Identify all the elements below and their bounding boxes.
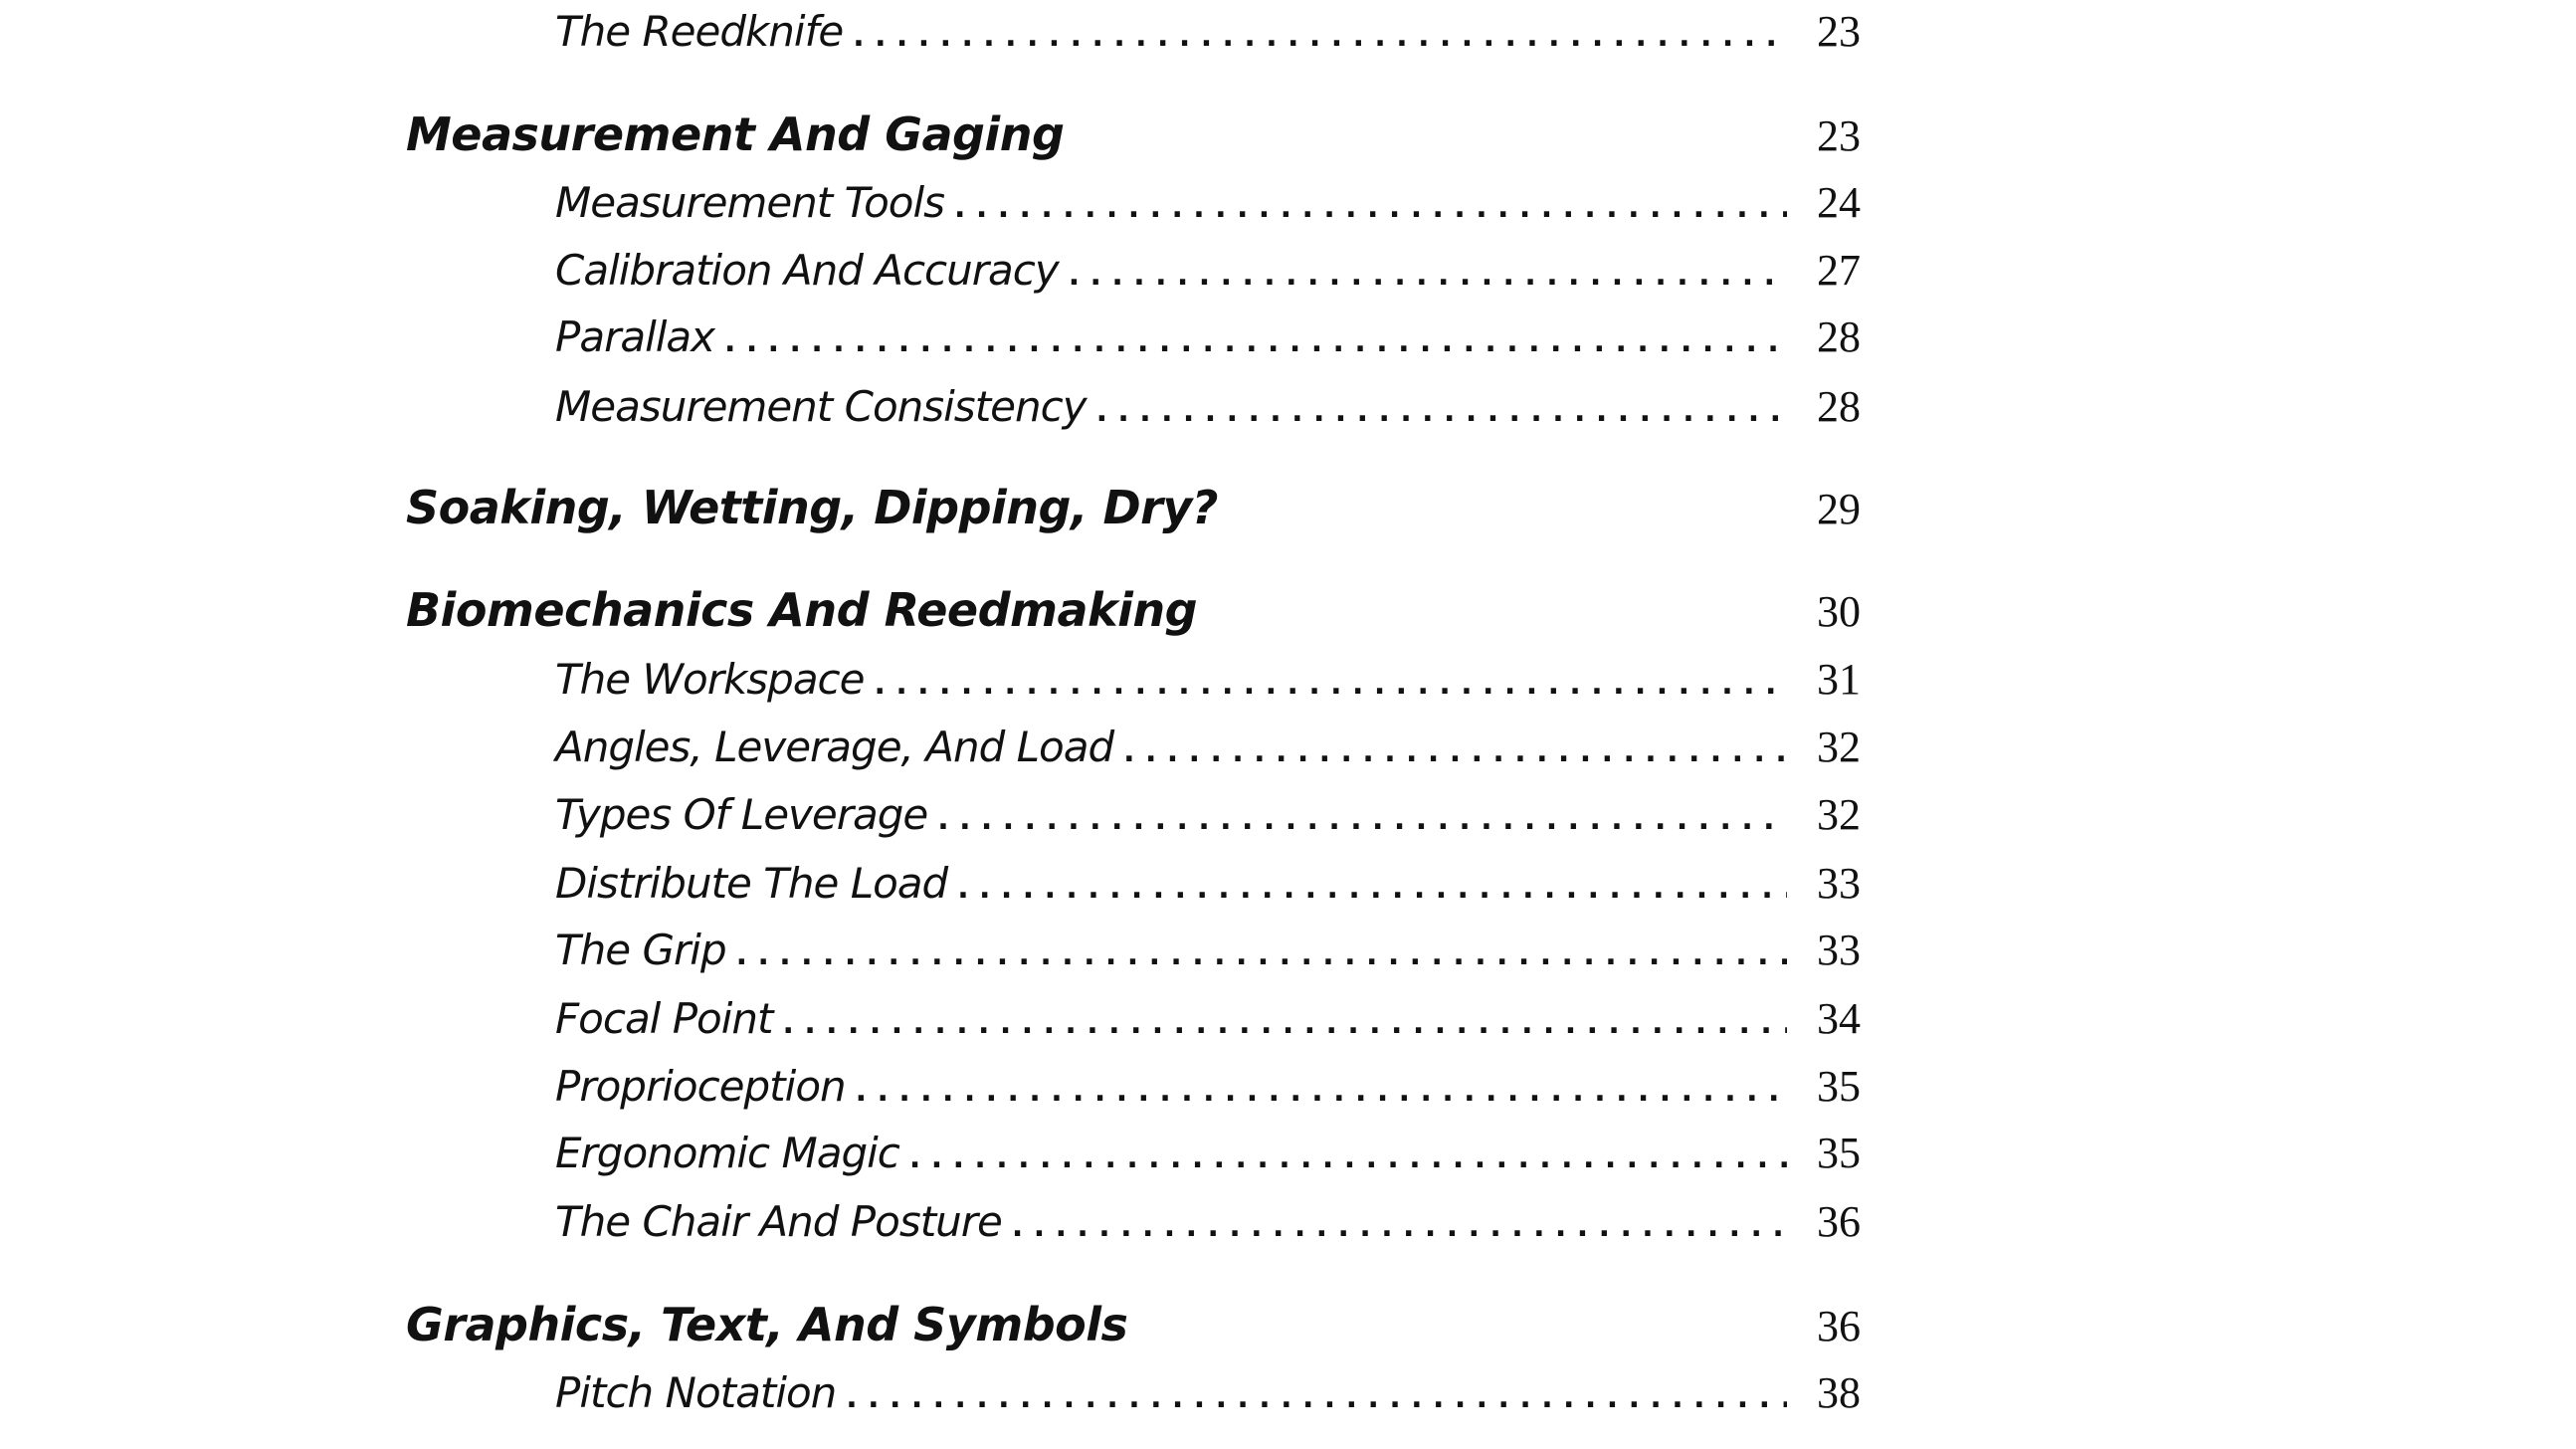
toc-entry-title: Types Of Leverage bbox=[555, 790, 928, 839]
dot-leader bbox=[1012, 1209, 1787, 1244]
toc-entry-calibration-and-accuracy[interactable] bbox=[555, 245, 1861, 296]
toc-entry-parallax[interactable] bbox=[555, 311, 1861, 362]
toc-entry-the-chair-and-posture[interactable] bbox=[555, 1196, 1861, 1247]
toc-entry-page: 33 bbox=[1817, 859, 1861, 908]
toc-chapter-page: 29 bbox=[1817, 485, 1861, 533]
toc-entry-title: Proprioception bbox=[555, 1062, 846, 1111]
toc-entry-title: Measurement Consistency bbox=[555, 382, 1087, 431]
toc-chapter-page: 30 bbox=[1817, 587, 1861, 636]
toc-chapter-page: 23 bbox=[1817, 111, 1861, 160]
toc-entry-ergonomic-magic[interactable] bbox=[555, 1128, 1861, 1178]
toc-chapter-measurement-and-gaging[interactable] bbox=[406, 107, 1861, 161]
toc-entry-page: 27 bbox=[1817, 246, 1861, 295]
toc-entry-title: The Grip bbox=[555, 926, 726, 974]
toc-entry-title: Calibration And Accuracy bbox=[555, 246, 1059, 295]
toc-entry-title: The Chair And Posture bbox=[555, 1197, 1002, 1246]
dot-leader bbox=[957, 871, 1787, 906]
dot-leader bbox=[853, 19, 1787, 54]
toc-entry-page: 32 bbox=[1817, 723, 1861, 771]
toc-chapter-title: Measurement And Gaging bbox=[406, 107, 1065, 161]
toc-entry-title: Focal Point bbox=[555, 994, 773, 1043]
toc-entry-the-grip[interactable] bbox=[555, 925, 1861, 975]
toc-entry-the-workspace[interactable] bbox=[555, 654, 1861, 705]
toc-entry-title: The Reedknife bbox=[555, 7, 844, 56]
dot-leader bbox=[1123, 734, 1787, 769]
toc-entry-page: 32 bbox=[1817, 790, 1861, 839]
dot-leader bbox=[954, 190, 1787, 225]
dot-leader bbox=[724, 324, 1787, 359]
dot-leader bbox=[846, 1380, 1787, 1415]
toc-entry-page: 23 bbox=[1817, 7, 1861, 56]
toc-chapter-title: Biomechanics And Reedmaking bbox=[406, 583, 1198, 637]
toc-entry-page: 28 bbox=[1817, 382, 1861, 431]
toc-entry-the-reedknife[interactable] bbox=[555, 6, 1861, 57]
toc-entry-title: Pitch Notation bbox=[555, 1368, 837, 1417]
dot-leader bbox=[909, 1140, 1787, 1175]
toc-chapter-soaking-wetting-dipping-dry[interactable] bbox=[406, 481, 1861, 534]
toc-entry-title: Distribute The Load bbox=[555, 859, 948, 908]
toc-entry-page: 38 bbox=[1817, 1368, 1861, 1417]
toc-entry-page: 24 bbox=[1817, 178, 1861, 227]
toc-entry-page: 35 bbox=[1817, 1129, 1861, 1177]
toc-chapter-biomechanics-and-reedmaking[interactable] bbox=[406, 583, 1861, 637]
toc-entry-distribute-the-load[interactable] bbox=[555, 858, 1861, 909]
toc-entry-page: 35 bbox=[1817, 1062, 1861, 1111]
toc-entry-page: 31 bbox=[1817, 655, 1861, 704]
toc-entry-proprioception[interactable] bbox=[555, 1061, 1861, 1112]
toc-entry-title: Angles, Leverage, And Load bbox=[555, 723, 1114, 771]
toc-entry-measurement-consistency[interactable] bbox=[555, 381, 1861, 432]
toc-entry-title: The Workspace bbox=[555, 655, 865, 704]
toc-chapter-page: 36 bbox=[1817, 1302, 1861, 1350]
dot-leader bbox=[856, 1074, 1787, 1109]
toc-chapter-graphics-text-and-symbols[interactable] bbox=[406, 1298, 1861, 1351]
toc-entry-title: Parallax bbox=[555, 312, 714, 361]
dot-leader bbox=[1069, 258, 1787, 293]
toc-entry-types-of-leverage[interactable] bbox=[555, 789, 1861, 840]
toc-entry-angles-leverage-and-load[interactable] bbox=[555, 722, 1861, 772]
toc-entry-page: 34 bbox=[1817, 994, 1861, 1043]
dot-leader bbox=[937, 802, 1787, 837]
toc-entry-page: 33 bbox=[1817, 926, 1861, 974]
dot-leader bbox=[736, 937, 1787, 972]
toc-entry-measurement-tools[interactable] bbox=[555, 177, 1861, 228]
toc-entry-pitch-notation[interactable] bbox=[555, 1367, 1861, 1418]
toc-chapter-title: Graphics, Text, And Symbols bbox=[406, 1298, 1128, 1351]
toc-chapter-title: Soaking, Wetting, Dipping, Dry? bbox=[406, 481, 1218, 534]
toc-entry-focal-point[interactable] bbox=[555, 993, 1861, 1044]
dot-leader bbox=[782, 1006, 1787, 1041]
toc-entry-page: 28 bbox=[1817, 312, 1861, 361]
dot-leader bbox=[875, 667, 1788, 702]
toc-entry-page: 36 bbox=[1817, 1197, 1861, 1246]
toc-entry-title: Measurement Tools bbox=[555, 178, 945, 227]
toc-entry-title: Ergonomic Magic bbox=[555, 1129, 899, 1177]
dot-leader bbox=[1096, 394, 1787, 429]
